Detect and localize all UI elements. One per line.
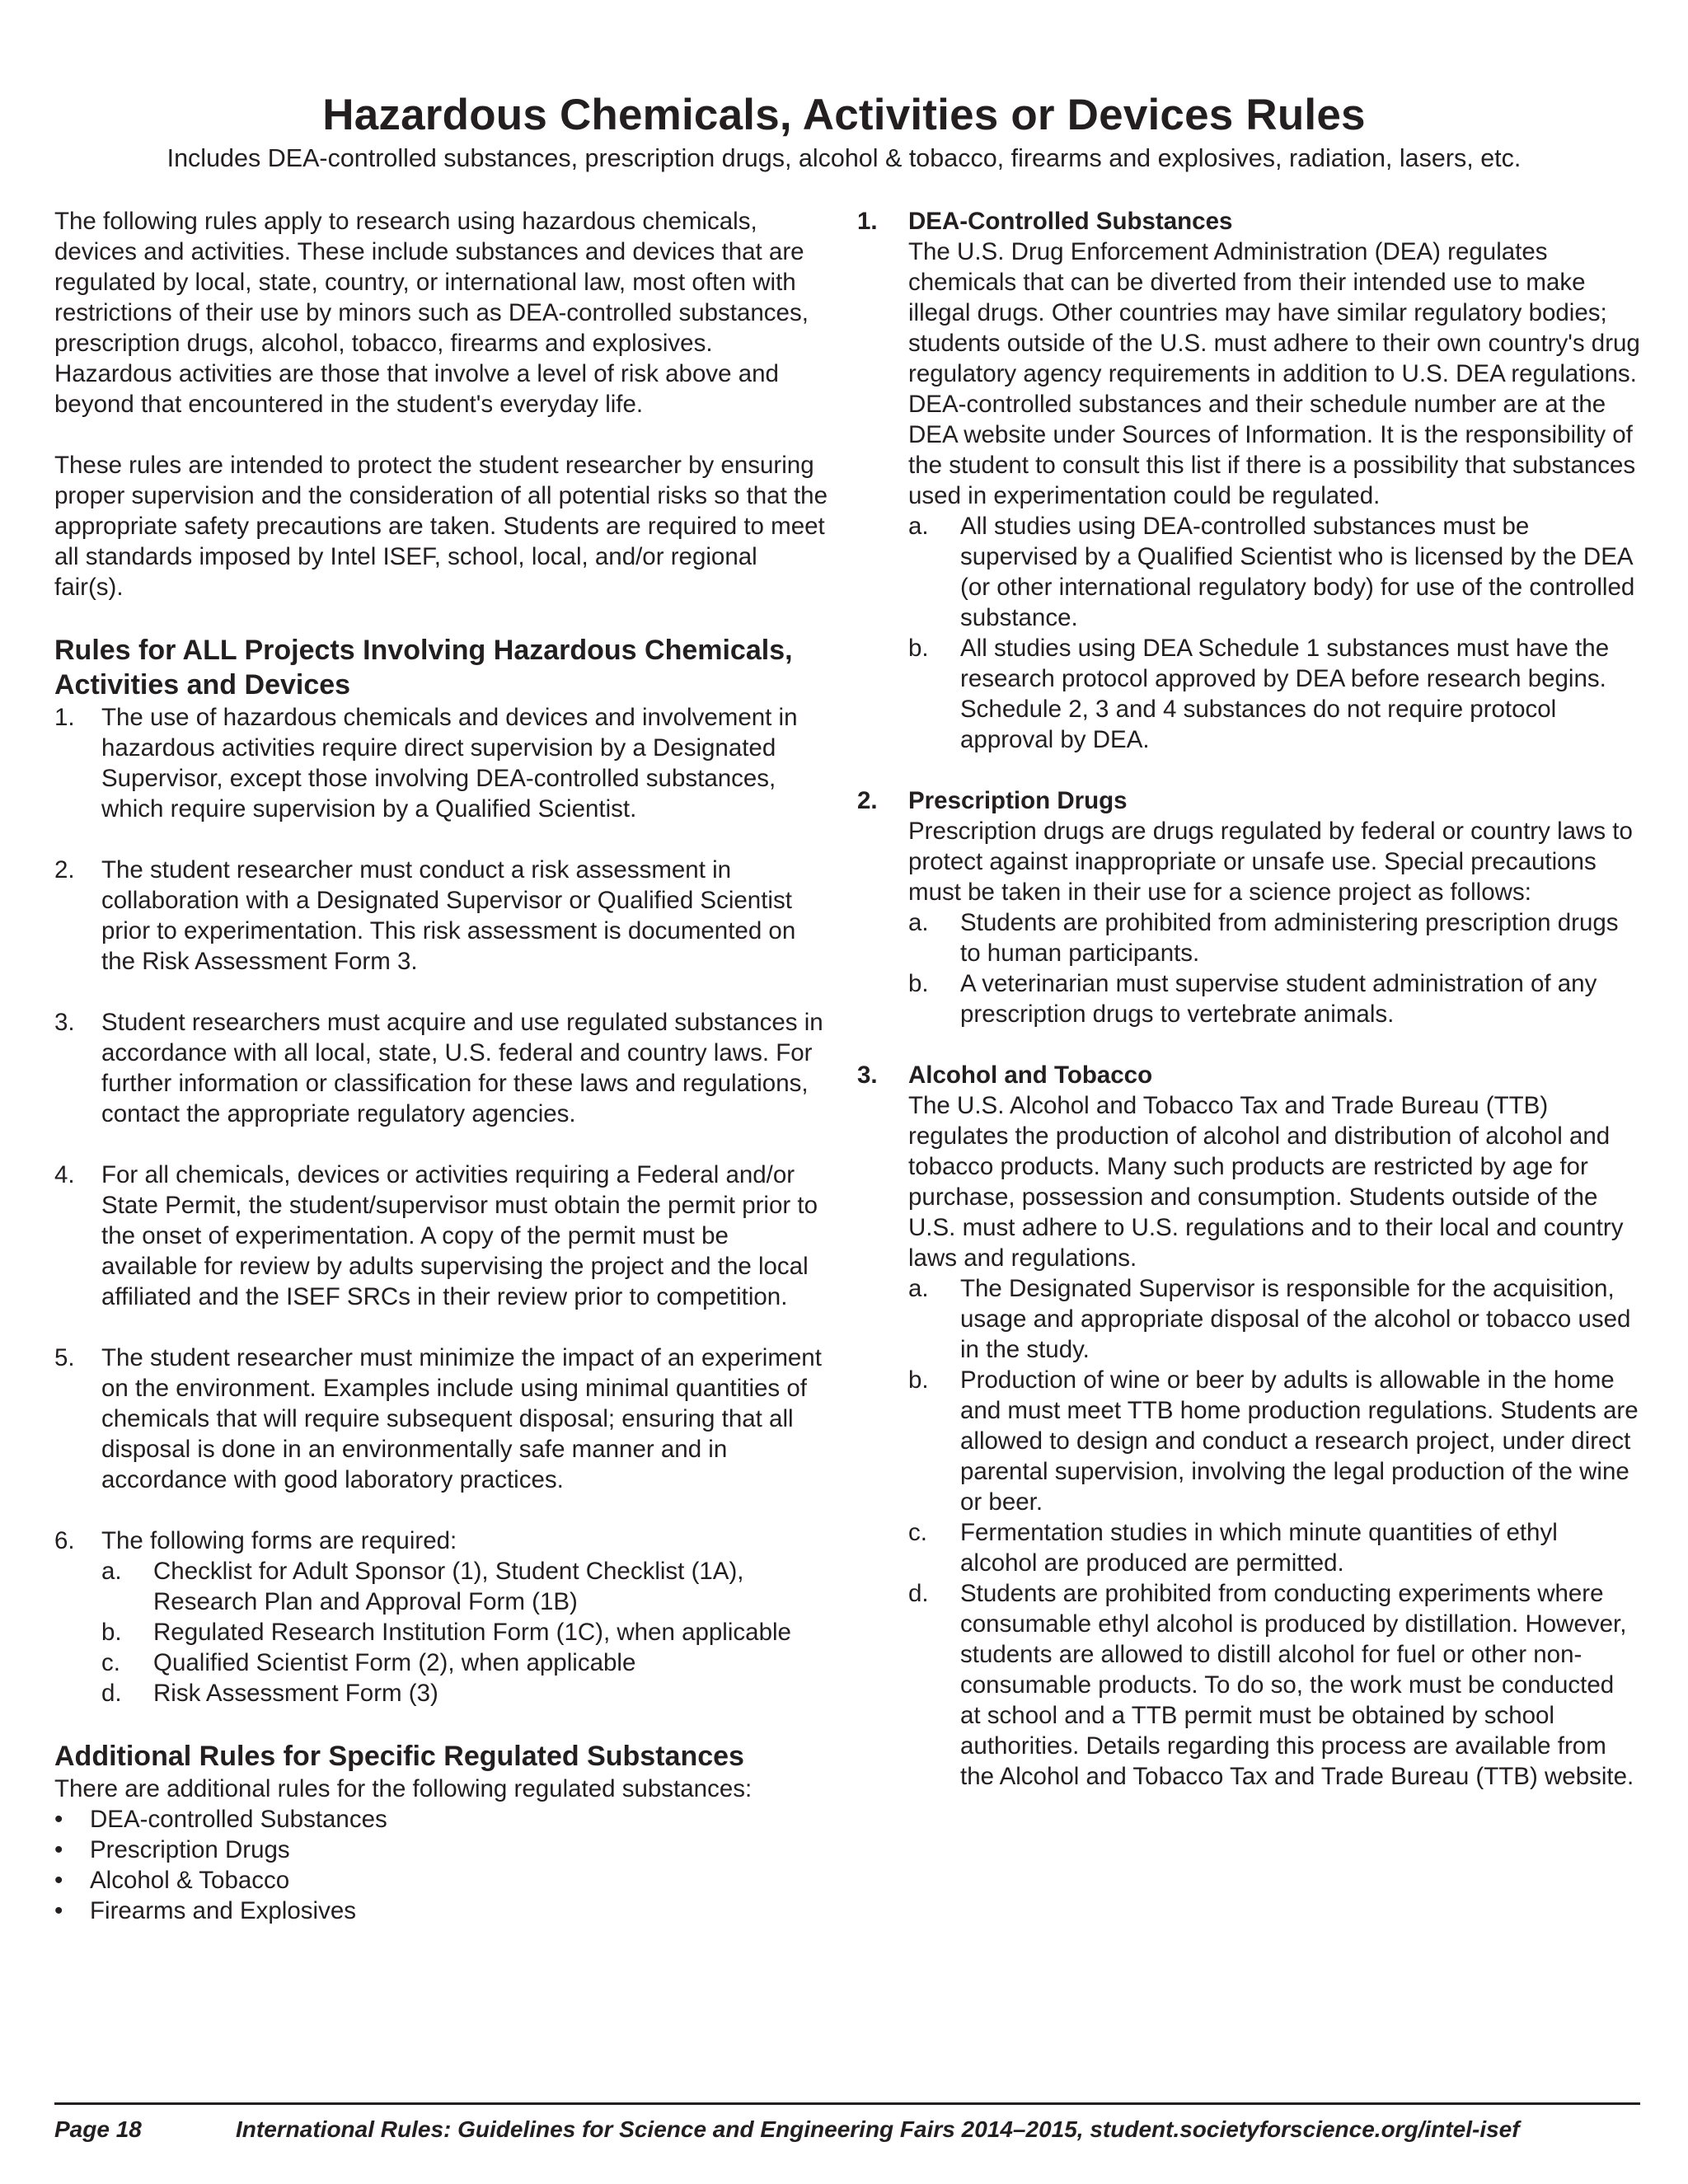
section-body: Prescription drugs are drugs regulated by federal or country laws to protect against inappropriate or unsafe use. Special precautions must be taken in their use for a science project as follows: xyxy=(908,818,1633,906)
section-body: The U.S. Drug Enforcement Administration (DEA) regulates chemicals that can be diverted from their intended use to make illegal drugs. Other countries may have similar regulatory bodies; students outside of the U.S. must adhere to their own country's drug regulatory agency requirements in addition to U.S. DEA regulations. DEA-controlled substances and their schedule number are at the DEA website under Sources of Information. It is the responsibility of the student to consult this list if there is a possibility that substances used in experimentation could be regulated. xyxy=(908,238,1640,509)
sub-item-text: A veterinarian must supervise student administration of any prescription drugs to vertebrate animals. xyxy=(960,970,1597,1028)
form-letter: b. xyxy=(101,1619,122,1646)
rule-text: The student researcher must minimize the impact of an experiment on the environment. Examples include using minimal quantities of chemicals that will require subsequent disposal; ensuring that all disposal is done in an environmentally safe manner and in accordance with good laboratory practices. xyxy=(101,1344,822,1493)
section-sub-list xyxy=(908,907,1640,1029)
section-alcohol-and-tobacco xyxy=(857,1060,1640,1792)
form-item xyxy=(101,1647,829,1678)
sub-item-letter: b. xyxy=(908,1366,929,1394)
list-item xyxy=(54,1865,829,1896)
sub-item-letter: b. xyxy=(908,635,929,662)
left-column xyxy=(54,206,829,1926)
rule-number: 2. xyxy=(54,856,75,883)
rule-text: The following forms are required: xyxy=(101,1527,457,1554)
rules-all-heading: Rules for ALL Projects Involving Hazardous Chemicals, Activities and Devices xyxy=(54,635,793,701)
sub-item-text: Students are prohibited from administering prescription drugs to human participants. xyxy=(960,909,1619,967)
list-item xyxy=(54,1896,829,1926)
sub-item xyxy=(908,633,1640,755)
additional-rules-intro: There are additional rules for the following regulated substances: xyxy=(54,1775,753,1802)
form-item xyxy=(101,1617,829,1647)
intro-paragraph-2: These rules are intended to protect the student researcher by ensuring proper supervision and the consideration of all potential risks so that the appropriate safety precautions are taken. Students are required to meet all standards imposed by Intel ISEF, school, local, and/or regional fair(s). xyxy=(54,452,828,601)
list-item-text: Prescription Drugs xyxy=(90,1836,290,1863)
rule-number: 1. xyxy=(54,704,75,731)
bullet-marker: • xyxy=(54,1867,63,1894)
rule-number: 4. xyxy=(54,1161,75,1188)
sub-item-text: Students are prohibited from conducting experiments where consumable ethyl alcohol is produced by distillation. However, students are allowed to distill alcohol for fuel or other non-consumable products. To do so, the work must be conducted at school and a TTB permit must be obtained by school authorities. Details regarding this process are available from the Alcohol and Tobacco Tax and Trade Bureau (TTB) website. xyxy=(960,1580,1634,1790)
footer-citation: International Rules: Guidelines for Science and Engineering Fairs 2014–2015, student.societyforscience.org/intel-isef xyxy=(236,2116,1520,2142)
sub-item-text: All studies using DEA-controlled substances must be supervised by a Qualified Scientist who is licensed by the DEA (or other international regulatory body) for use of the controlled substance. xyxy=(960,513,1635,631)
form-text: Regulated Research Institution Form (1C), when applicable xyxy=(153,1619,791,1646)
rule-text: For all chemicals, devices or activities requiring a Federal and/or State Permit, the student/supervisor must obtain the permit prior to the onset of experimentation. A copy of the permit must be available for review by adults supervising the project and the local affiliated and the ISEF SRCs in their review prior to competition. xyxy=(101,1161,818,1310)
section-number: 1. xyxy=(857,208,878,235)
sub-item xyxy=(908,1578,1640,1792)
sub-item-text: The Designated Supervisor is responsible for the acquisition, usage and appropriate disposal of the alcohol or tobacco used in the study. xyxy=(960,1275,1631,1363)
sub-item-letter: b. xyxy=(908,970,929,997)
sub-item xyxy=(908,511,1640,633)
footer-divider xyxy=(54,2102,1640,2105)
section-sub-list xyxy=(908,511,1640,755)
sub-item-letter: a. xyxy=(908,1275,929,1302)
list-item-text: Alcohol & Tobacco xyxy=(90,1867,290,1894)
intro-paragraph-1: The following rules apply to research using hazardous chemicals, devices and activities. These include substances and devices that are regulated by local, state, country, or international law, most often with restrictions of their use by minors such as DEA-controlled substances, prescription drugs, alcohol, tobacco, firearms and explosives. Hazardous activities are those that involve a level of risk above and beyond that encountered in the student's everyday life. xyxy=(54,208,809,418)
rule-item-forms xyxy=(54,1526,829,1708)
additional-rules-heading: Additional Rules for Specific Regulated Substances xyxy=(54,1741,744,1772)
sub-item xyxy=(908,907,1640,968)
rule-item xyxy=(54,855,829,977)
sub-item-text: All studies using DEA Schedule 1 substances must have the research protocol approved by DEA before research begins. Schedule 2, 3 and 4 substances do not require protocol approval by DEA. xyxy=(960,635,1610,753)
section-title: Alcohol and Tobacco xyxy=(908,1062,1153,1089)
list-item xyxy=(54,1804,829,1835)
section-title: Prescription Drugs xyxy=(908,787,1128,814)
sub-item-letter: a. xyxy=(908,513,929,540)
sub-item-letter: d. xyxy=(908,1580,929,1607)
form-item xyxy=(101,1678,829,1708)
page-number: Page 18 xyxy=(54,2116,142,2142)
rule-item xyxy=(54,1007,829,1129)
form-letter: c. xyxy=(101,1649,120,1676)
rule-text: The use of hazardous chemicals and devices and involvement in hazardous activities require direct supervision by a Designated Supervisor, except those involving DEA-controlled substances, which require supervision by a Qualified Scientist. xyxy=(101,704,798,823)
list-item-text: DEA-controlled Substances xyxy=(90,1806,387,1833)
bullet-marker: • xyxy=(54,1897,63,1924)
rule-number: 5. xyxy=(54,1344,75,1371)
section-body: The U.S. Alcohol and Tobacco Tax and Trade Bureau (TTB) regulates the production of alcohol and distribution of alcohol and tobacco products. Many such products are restricted by age for purchase, possession and consumption. Students outside of the U.S. must adhere to U.S. regulations and to their local and country laws and regulations. xyxy=(908,1092,1624,1272)
sub-item-text: Fermentation studies in which minute quantities of ethyl alcohol are produced are permitted. xyxy=(960,1519,1558,1577)
section-number: 2. xyxy=(857,787,878,814)
rule-number: 3. xyxy=(54,1009,75,1036)
list-item xyxy=(54,1835,829,1865)
sub-item xyxy=(908,1365,1640,1517)
page-title: Hazardous Chemicals, Activities or Devices Rules xyxy=(322,91,1366,139)
sub-item-text: Production of wine or beer by adults is allowable in the home and must meet TTB home production regulations. Students are allowed to design and conduct a research project, under direct parental supervision, involving the legal production of the wine or beer. xyxy=(960,1366,1639,1516)
form-text: Qualified Scientist Form (2), when applicable xyxy=(153,1649,636,1676)
required-forms-list xyxy=(101,1556,829,1708)
bullet-marker: • xyxy=(54,1806,63,1833)
regulated-substances-list xyxy=(54,1804,829,1926)
form-text: Checklist for Adult Sponsor (1), Student Checklist (1A), Research Plan and Approval Form (1B) xyxy=(153,1558,744,1615)
form-item xyxy=(101,1556,829,1617)
sub-item-letter: c. xyxy=(908,1519,927,1546)
form-text: Risk Assessment Form (3) xyxy=(153,1680,438,1707)
rule-text: The student researcher must conduct a risk assessment in collaboration with a Designated Supervisor or Qualified Scientist prior to experimentation. This risk assessment is documented on the Risk Assessment Form 3. xyxy=(101,856,796,975)
sub-item xyxy=(908,968,1640,1029)
rule-item xyxy=(54,1160,829,1312)
sub-item xyxy=(908,1273,1640,1365)
section-title: DEA-Controlled Substances xyxy=(908,208,1233,235)
sub-item-letter: a. xyxy=(908,909,929,936)
rule-number: 6. xyxy=(54,1527,75,1554)
right-column xyxy=(857,206,1640,1822)
sub-item xyxy=(908,1517,1640,1578)
section-prescription-drugs xyxy=(857,785,1640,1029)
section-sub-list xyxy=(908,1273,1640,1792)
list-item-text: Firearms and Explosives xyxy=(90,1897,356,1924)
section-number: 3. xyxy=(857,1062,878,1089)
rule-item xyxy=(54,1343,829,1495)
form-letter: d. xyxy=(101,1680,122,1707)
rule-item xyxy=(54,702,829,824)
page-subtitle: Includes DEA-controlled substances, prescription drugs, alcohol & tobacco, firearms and explosives, radiation, lasers, etc. xyxy=(166,144,1522,172)
section-dea-controlled-substances xyxy=(857,206,1640,755)
bullet-marker: • xyxy=(54,1836,63,1863)
rule-text: Student researchers must acquire and use regulated substances in accordance with all local, state, U.S. federal and country laws. For further information or classification for these laws and regulations, contact the appropriate regulatory agencies. xyxy=(101,1009,823,1127)
rules-list xyxy=(54,702,829,1708)
form-letter: a. xyxy=(101,1558,122,1585)
